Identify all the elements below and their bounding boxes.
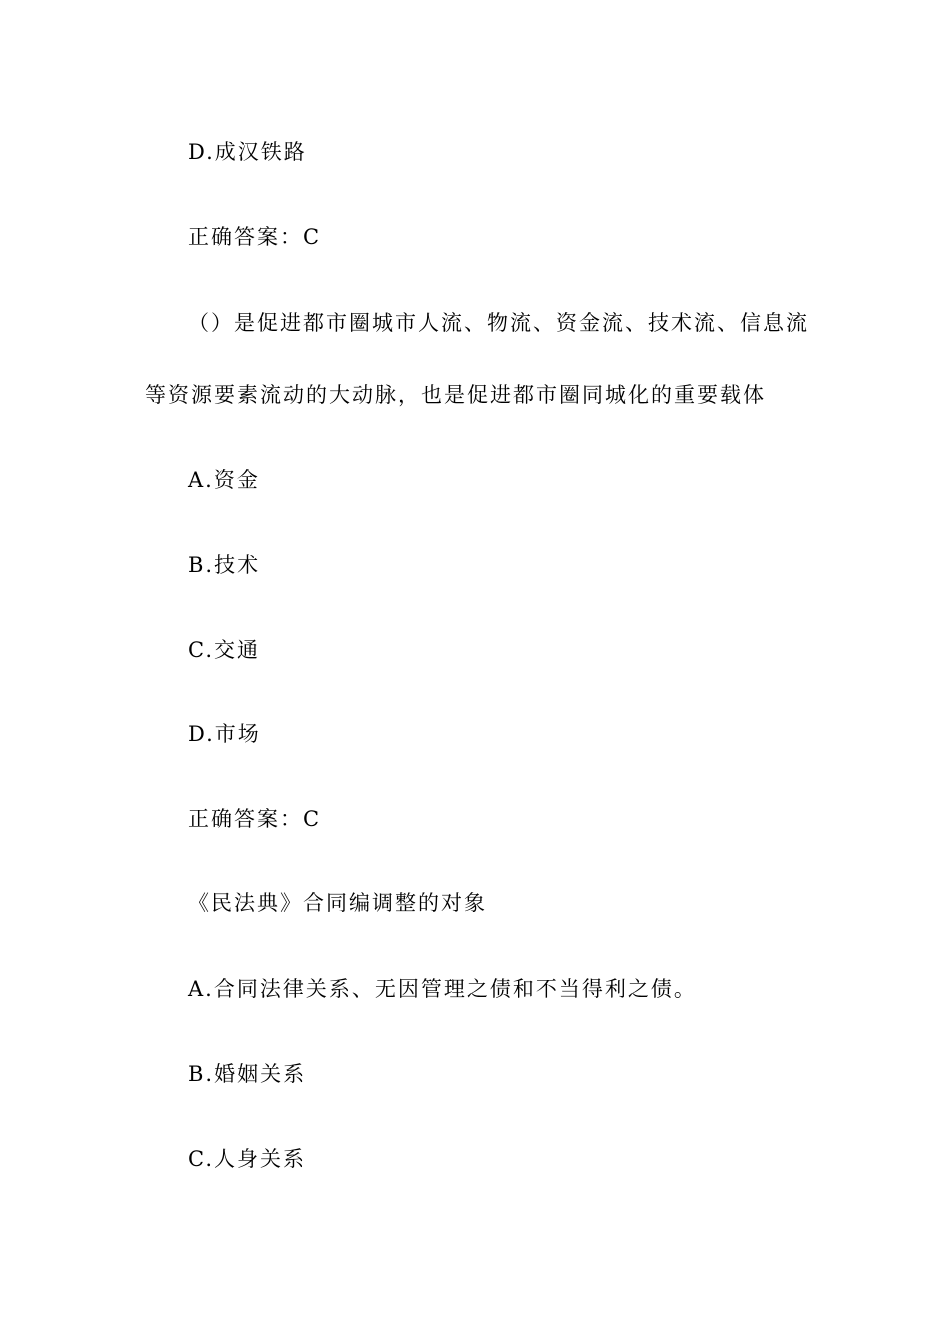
q2-answer: 正确答案：C [188,807,322,831]
q3-option-c: C.人身关系 [188,1147,306,1171]
q3-stem: 《民法典》合同编调整的对象 [188,891,487,915]
q2-option-d: D.市场 [188,722,261,746]
q1-answer: 正确答案：C [188,225,322,249]
q1-option-d: D.成汉铁路 [188,140,307,164]
q2-option-a: A.资金 [188,468,260,492]
q2-option-b: B.技术 [188,553,261,577]
q2-stem-line1: （）是促进都市圈城市人流、物流、资金流、技术流、信息流 [188,311,809,335]
q3-option-a: A.合同法律关系、无因管理之债和不当得利之债。 [188,977,697,1001]
q2-stem-line2: 等资源要素流动的大动脉，也是促进都市圈同城化的重要载体 [145,383,766,407]
q3-option-b: B.婚姻关系 [188,1062,307,1086]
q2-option-c: C.交通 [188,638,260,662]
